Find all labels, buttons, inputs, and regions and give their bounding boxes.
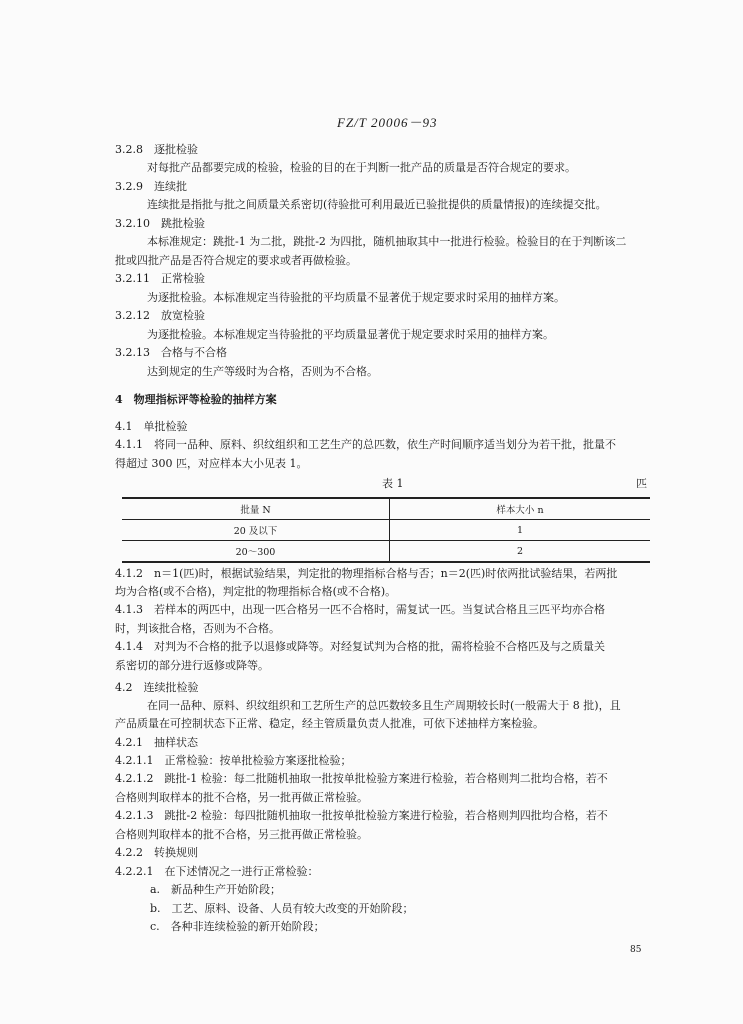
table-cell: 1	[516, 524, 524, 536]
table-1	[122, 497, 650, 563]
section-3-2-9-heading: 3.2.9 连续批	[115, 180, 187, 193]
section-4-1-4-line-1: 4.1.4 对判为不合格的批予以退修或降等。对经复试判为合格的批，需将检验不合格匹及与之质量关	[115, 640, 605, 653]
column-header-lot-size: 批量 N	[122, 498, 390, 520]
section-3-2-13-body: 达到规定的生产等级时为合格，否则为不合格。	[147, 365, 378, 378]
section-4-2-line-1: 在同一品种、原料、织纹组织和工艺所生产的总匹数较多且生产周期较长时(一般需大于 8 批)，且	[147, 699, 621, 712]
section-3-2-10-body-1: 本标准规定：跳批-1 为二批，跳批-2 为四批，随机抽取其中一批进行检验。检验目的在于判断该二	[147, 235, 627, 248]
section-4-2-1-3-line-1: 4.2.1.3 跳批-2 检验：每四批随机抽取一批按单批检验方案进行检验，若合格则判四批均合格，若不	[115, 809, 608, 822]
section-4-2-1-2-line-2: 合格则判取样本的批不合格，另一批再做正常检验。	[115, 791, 368, 804]
document-header: FZ/T 20006－93	[337, 115, 438, 130]
section-3-2-12-body: 为逐批检验。本标准规定当待验批的平均质量显著优于规定要求时采用的抽样方案。	[147, 328, 554, 341]
page-number: 85	[630, 945, 642, 955]
section-3-2-11-body: 为逐批检验。本标准规定当待验批的平均质量不显著优于规定要求时采用的抽样方案。	[147, 291, 565, 304]
table-1-unit: 匹	[636, 477, 647, 490]
section-3-2-13-heading: 3.2.13 合格与不合格	[115, 346, 227, 359]
section-4-2-1-1: 4.2.1.1 正常检验：按单批检验方案逐批检验；	[115, 754, 352, 767]
column-header-sample-size: 样本大小 n	[496, 505, 544, 516]
section-3-2-12-heading: 3.2.12 放宽检验	[115, 309, 205, 322]
section-4-1-heading: 4.1 单批检验	[115, 420, 188, 433]
table-1-caption: 表 1	[382, 477, 404, 490]
table-cell: 20～300	[122, 541, 390, 563]
section-4-1-2-line-2: 均为合格(或不合格)，判定批的物理指标合格(或不合格)。	[115, 585, 397, 598]
section-4-1-1-line-2: 得超过 300 匹，对应样本大小见表 1。	[115, 457, 308, 470]
list-item-c: c. 各种非连续检验的新开始阶段；	[150, 920, 325, 933]
section-3-2-10-heading: 3.2.10 跳批检验	[115, 217, 205, 230]
table-row	[122, 541, 650, 563]
section-4-1-4-line-2: 系密切的部分进行返修或降等。	[115, 659, 269, 672]
section-3-2-10-body-2: 批或四批产品是否符合规定的要求或者再做检验。	[115, 254, 357, 267]
section-4-2-1-3-line-2: 合格则判取样本的批不合格，另三批再做正常检验。	[115, 828, 368, 841]
table-cell: 2	[516, 545, 524, 557]
section-3-2-8-body: 对每批产品都要完成的检验，检验的目的在于判断一批产品的质量是否符合规定的要求。	[147, 161, 576, 174]
section-3-2-11-heading: 3.2.11 正常检验	[115, 272, 205, 285]
table-row	[122, 520, 650, 541]
section-4-1-3-line-1: 4.1.3 若样本的两匹中，出现一匹合格另一匹不合格时，需复试一匹。当复试合格且三匹平均亦合格	[115, 603, 605, 616]
section-4-1-3-line-2: 时，判该批合格，否则为不合格。	[115, 622, 280, 635]
table-header-row	[122, 498, 650, 520]
section-4-1-2-line-1: 4.1.2 n＝1(匹)时，根据试验结果，判定批的物理指标合格与否；n＝2(匹)时依两批试验结果，若两批	[115, 567, 618, 580]
section-3-2-9-body: 连续批是指批与批之间质量关系密切(待验批可利用最近已验批提供的质量情报)的连续提交批。	[147, 198, 607, 211]
section-4-2-line-2: 产品质量在可控制状态下正常、稳定，经主管质量负责人批准，可依下述抽样方案检验。	[115, 717, 544, 730]
list-item-a: a. 新品种生产开始阶段；	[150, 883, 282, 896]
table-cell: 20 及以下	[122, 520, 390, 541]
section-3-2-8-heading: 3.2.8 逐批检验	[115, 143, 198, 156]
section-4-1-1-line-1: 4.1.1 将同一品种、原料、织纹组织和工艺生产的总匹数，依生产时间顺序适当划分为若干批，批量不	[115, 438, 616, 451]
list-item-b: b. 工艺、原料、设备、人员有较大改变的开始阶段；	[150, 902, 414, 915]
section-4-2-1-2-line-1: 4.2.1.2 跳批-1 检验：每二批随机抽取一批按单批检验方案进行检验，若合格则判二批均合格，若不	[115, 772, 608, 785]
section-4-heading: 4 物理指标评等检验的抽样方案	[115, 393, 277, 406]
section-4-2-heading: 4.2 连续批检验	[115, 681, 199, 694]
section-4-2-2-1: 4.2.2.1 在下述情况之一进行正常检验：	[115, 865, 319, 878]
section-4-2-2-heading: 4.2.2 转换规则	[115, 846, 198, 859]
section-4-2-1-heading: 4.2.1 抽样状态	[115, 736, 198, 749]
